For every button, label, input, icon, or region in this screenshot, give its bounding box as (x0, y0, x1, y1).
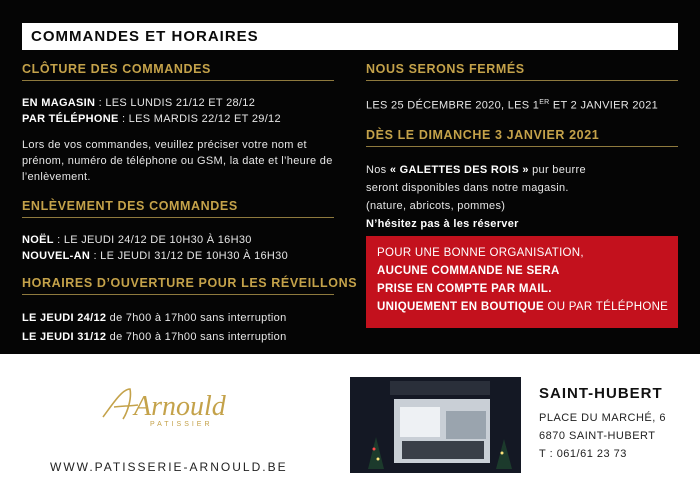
logo-sub: PATISSIER (150, 421, 213, 428)
galettes-cta-text: N’hésitez pas à les réserver (366, 217, 519, 230)
pickup-heading: ENLÈVEMENT DES COMMANDES (22, 199, 334, 218)
pickup-noel-text: : LE JEUDI 24/12 DE 10H30 À 16H30 (53, 234, 252, 246)
pickup-noel-label: NOËL (22, 234, 54, 246)
galettes-heading: DÈS LE DIMANCHE 3 JANVIER 2021 (366, 128, 678, 147)
notice-line3-text: PRISE EN COMPTE PAR MAIL. (377, 283, 552, 295)
notice-line4-rest: OU PAR TÉLÉPHONE (543, 301, 669, 313)
page-title: COMMANDES ET HORAIRES (31, 28, 259, 45)
pickup-nouvel-text: : LE JEUDI 31/12 DE 10H30 À 16H30 (90, 250, 289, 262)
closed-text-a: LES 25 DÉCEMBRE 2020, LES 1 (366, 99, 540, 112)
closing-phone-text: : LES MARDIS 22/12 ET 29/12 (118, 113, 281, 125)
galettes-highlight: « GALETTES DES ROIS » (389, 163, 529, 176)
pickup-noel-line (22, 232, 334, 248)
title-banner (22, 23, 678, 50)
closed-text-sup: ER (539, 99, 550, 106)
hours-day1-text: de 7h00 à 17h00 sans interruption (106, 312, 287, 324)
logo-word: Arnould (134, 391, 226, 422)
galettes-line3: (nature, abricots, pommes) (366, 199, 506, 212)
hours-heading: HORAIRES D’OUVERTURE POUR LES RÉVEILLONS (22, 276, 334, 295)
closed-dates (366, 95, 678, 114)
notice-line4 (377, 298, 667, 316)
arnould-logo (100, 381, 250, 441)
shop-address1: PLACE DU MARCHÉ, 6 (539, 412, 666, 424)
left-column (22, 62, 358, 347)
shop-contact (539, 409, 666, 463)
hours-day2-label: LE JEUDI 31/12 (22, 331, 107, 343)
notice-line2 (377, 262, 667, 280)
closing-note: Lors de vos commandes, veuillez préciser votre nom et prénom, numéro de téléphone ou GSM, la date et l’heure de l’enlèvement. (22, 139, 333, 183)
notice-line4-bold: UNIQUEMENT EN BOUTIQUE (377, 301, 544, 313)
closing-store-label: EN MAGASIN (22, 97, 96, 109)
shop-photo (350, 377, 521, 473)
hours-day2-text: de 7h00 à 17h00 sans interruption (106, 331, 287, 343)
shop-photo-art (350, 377, 521, 473)
galettes-line2: seront disponibles dans notre magasin. (366, 181, 569, 194)
closing-phone-label: PAR TÉLÉPHONE (22, 113, 119, 125)
closing-heading: CLÔTURE DES COMMANDES (22, 62, 334, 81)
closing-store-line (22, 95, 334, 111)
shop-phone: T : 061/61 23 73 (539, 448, 627, 460)
closed-text-b: ET 2 JANVIER 2021 (549, 99, 659, 112)
galettes-cta (366, 215, 678, 233)
logo-swash (103, 389, 138, 419)
pickup-nouvel-label: NOUVEL-AN (22, 250, 91, 262)
galettes-line1 (366, 161, 678, 179)
closed-heading: NOUS SERONS FERMÉS (366, 62, 678, 81)
right-column (366, 62, 678, 233)
closing-phone-line (22, 111, 334, 127)
galettes-pre: Nos (366, 163, 390, 176)
notice-line3 (377, 280, 667, 298)
hours-day1-line (22, 309, 334, 328)
notice-line2-text: AUCUNE COMMANDE NE SERA (377, 265, 560, 277)
hours-day2-line (22, 328, 334, 347)
shop-name: SAINT-HUBERT (539, 385, 663, 402)
pickup-nouvel-line (22, 248, 334, 264)
hours-day1-label: LE JEUDI 24/12 (22, 312, 107, 324)
website-link[interactable]: WWW.PATISSERIE-ARNOULD.BE (50, 460, 288, 474)
order-notice (366, 236, 678, 328)
galettes-post: pur beurre (528, 163, 586, 176)
notice-line1: POUR UNE BONNE ORGANISATION, (377, 247, 584, 259)
closing-store-text: : LES LUNDIS 21/12 ET 28/12 (95, 97, 256, 109)
shop-address2: 6870 SAINT-HUBERT (539, 430, 656, 442)
